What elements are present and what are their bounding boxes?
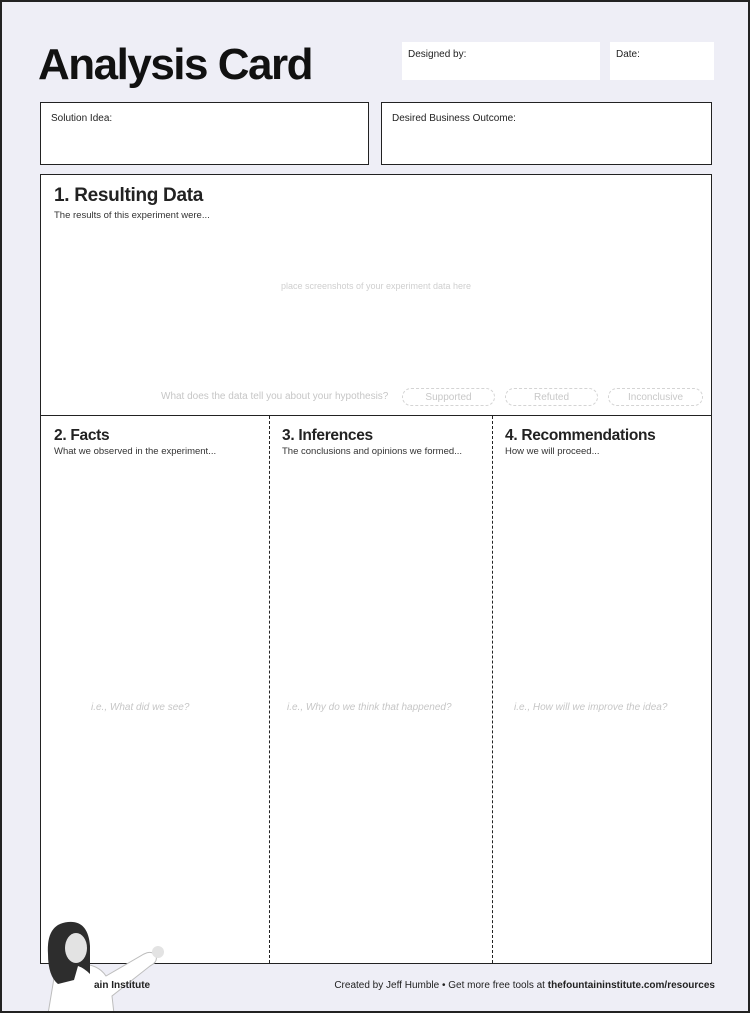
- recommendations-subtitle: How we will proceed...: [505, 446, 600, 457]
- brand-name: ain Institute: [94, 980, 151, 991]
- resulting-data-title: 1. Resulting Data: [54, 185, 204, 206]
- resources-link[interactable]: thefountaininstitute.com/resources: [547, 980, 715, 991]
- date-label: Date:: [616, 49, 640, 60]
- recommendations-title: 4. Recommendations: [505, 427, 656, 444]
- column-divider-1: [269, 416, 270, 963]
- main-analysis-box: [40, 174, 712, 964]
- designed-by-field[interactable]: [402, 42, 600, 80]
- column-divider-2: [492, 416, 493, 963]
- facts-subtitle: What we observed in the experiment...: [54, 446, 217, 457]
- page-title: Analysis Card: [38, 40, 312, 89]
- inferences-title: 3. Inferences: [282, 427, 373, 444]
- facts-hint: i.e., What did we see?: [91, 702, 190, 713]
- inferences-subtitle: The conclusions and opinions we formed...: [282, 446, 463, 457]
- recommendations-hint: i.e., How will we improve the idea?: [514, 702, 668, 713]
- section-divider: [41, 415, 711, 416]
- facts-title: 2. Facts: [54, 427, 110, 444]
- designed-by-label: Designed by:: [408, 49, 467, 60]
- screenshot-placeholder[interactable]: place screenshots of your experiment data here: [280, 281, 472, 291]
- date-field[interactable]: [610, 42, 714, 80]
- solution-idea-box[interactable]: [40, 102, 369, 165]
- resulting-data-subtitle: The results of this experiment were...: [54, 210, 210, 221]
- supported-option[interactable]: Supported: [402, 388, 495, 406]
- business-outcome-label: Desired Business Outcome:: [392, 113, 516, 124]
- hypothesis-question: What does the data tell you about your hypothesis?: [161, 391, 389, 402]
- refuted-option[interactable]: Refuted: [505, 388, 598, 406]
- presenter-photo: [40, 914, 170, 1013]
- footer-credit: [334, 980, 715, 991]
- inconclusive-option[interactable]: Inconclusive: [608, 388, 703, 406]
- business-outcome-box[interactable]: [381, 102, 712, 165]
- credit-text: Created by Jeff Humble • Get more free tools at: [334, 980, 545, 991]
- solution-idea-label: Solution Idea:: [51, 113, 113, 124]
- inferences-hint: i.e., Why do we think that happened?: [287, 702, 452, 713]
